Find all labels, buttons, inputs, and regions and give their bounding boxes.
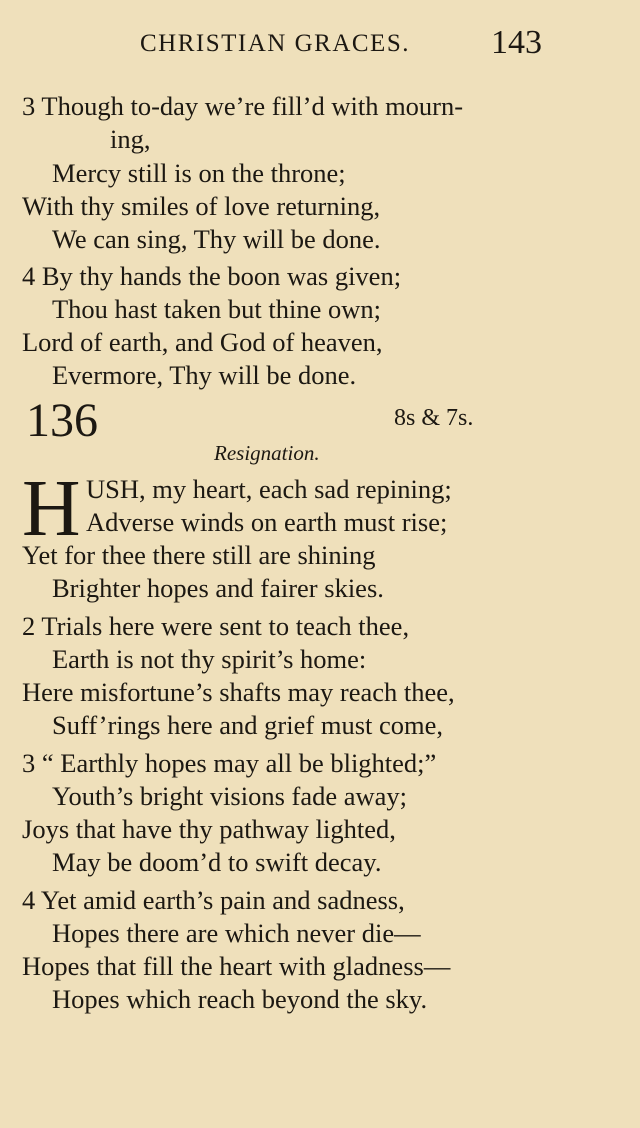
verse-line: USH, my heart, each sad repining; <box>86 474 452 504</box>
hymn-number: 136 <box>26 394 98 447</box>
verse-line: Hopes there are which never die— <box>52 918 421 948</box>
verse-line: 3 Though to-day we’re fill’d with mourn- <box>22 91 464 121</box>
verse-line: Adverse winds on earth must rise; <box>86 507 448 537</box>
hymn-meter: 8s & 7s. <box>394 405 474 431</box>
verse-line: Suff’rings here and grief must come, <box>52 710 444 740</box>
drop-cap: H <box>22 463 81 553</box>
verse-line: Evermore, Thy will be done. <box>52 360 357 390</box>
verse-line: Mercy still is on the throne; <box>52 158 346 188</box>
verse-line: Hopes which reach beyond the sky. <box>52 984 428 1014</box>
verse-line: ing, <box>110 124 151 154</box>
verse-line: Youth’s bright visions fade away; <box>52 781 408 811</box>
verse-line: 4 Yet amid earth’s pain and sadness, <box>22 885 405 915</box>
running-title: CHRISTIAN GRACES. <box>140 30 410 57</box>
page-number: 143 <box>491 24 542 61</box>
hymn-title: Resignation. <box>214 441 320 465</box>
verse-line: 4 By thy hands the boon was given; <box>22 261 402 291</box>
verse-line: Here misfortune’s shafts may reach thee, <box>22 677 455 707</box>
verse-line: 2 Trials here were sent to teach thee, <box>22 611 410 641</box>
verse-line: May be doom’d to swift decay. <box>52 847 382 877</box>
verse-line: With thy smiles of love returning, <box>22 191 381 221</box>
verse-line: Hopes that fill the heart with gladness— <box>22 951 451 981</box>
verse-line: Yet for thee there still are shining <box>22 540 376 570</box>
verse-line: Earth is not thy spirit’s home: <box>52 644 367 674</box>
verse-line: Lord of earth, and God of heaven, <box>22 327 383 357</box>
verse-line: 3 “ Earthly hopes may all be blighted;” <box>22 748 437 778</box>
verse-line: Joys that have thy pathway lighted, <box>22 814 396 844</box>
verse-line: We can sing, Thy will be done. <box>52 224 381 254</box>
verse-line: Brighter hopes and fairer skies. <box>52 573 384 603</box>
verse-line: Thou hast taken but thine own; <box>52 294 381 324</box>
